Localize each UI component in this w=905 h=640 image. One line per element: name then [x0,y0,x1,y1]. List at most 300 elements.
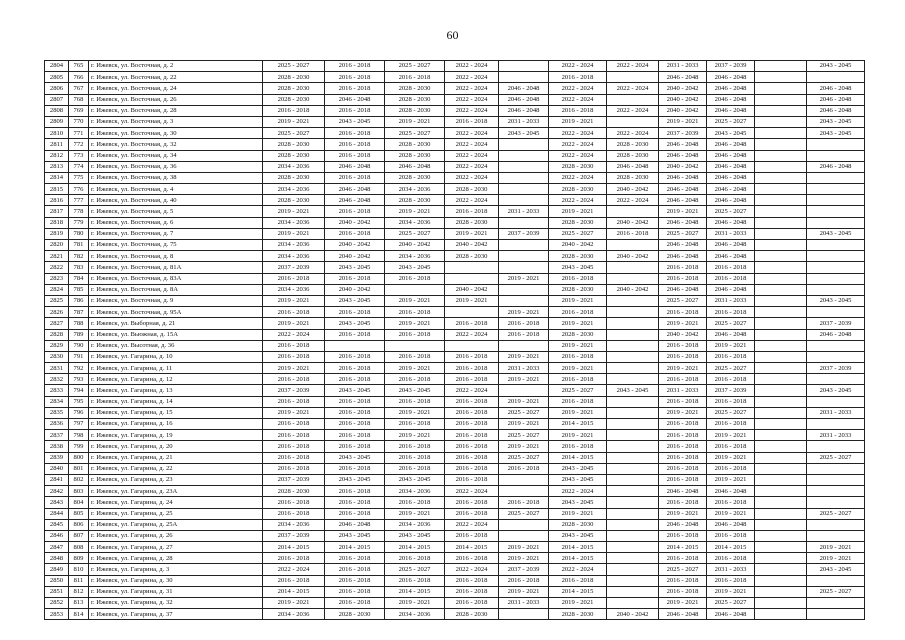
period-cell: 2043 - 2045 [707,128,755,139]
period-cell [755,150,807,161]
period-cell: 2040 - 2042 [385,240,445,251]
period-cell [499,486,549,497]
period-cell [499,139,549,150]
period-cell: 2025 - 2027 [263,128,325,139]
period-cell: 2016 - 2018 [263,351,325,362]
period-cell: 2046 - 2048 [659,195,707,206]
period-cell [755,430,807,441]
item-number-cell: 791 [69,351,89,362]
period-cell: 2043 - 2045 [325,385,385,396]
period-cell: 2037 - 2039 [807,363,865,374]
row-number-cell: 2813 [45,161,69,172]
period-cell [499,161,549,172]
period-cell: 2016 - 2018 [385,419,445,430]
row-number-cell: 2825 [45,295,69,306]
period-cell: 2031 - 2033 [807,407,865,418]
period-cell: 2028 - 2030 [385,94,445,105]
period-cell: 2028 - 2030 [263,150,325,161]
row-number-cell: 2827 [45,318,69,329]
period-cell: 2028 - 2030 [445,184,499,195]
period-cell: 2034 - 2036 [385,519,445,530]
period-cell: 2016 - 2018 [445,497,499,508]
table-row [45,519,865,530]
period-cell: 2016 - 2018 [263,508,325,519]
period-cell: 2016 - 2018 [325,396,385,407]
address-cell: г. Ижевск, ул. Вьюжная, д. 15А [89,329,263,340]
period-cell: 2016 - 2018 [445,419,499,430]
period-cell: 2022 - 2024 [445,172,499,183]
period-cell [445,262,499,273]
period-cell: 2016 - 2018 [325,172,385,183]
period-cell [755,318,807,329]
period-cell: 2028 - 2030 [385,172,445,183]
period-cell: 2016 - 2018 [445,363,499,374]
period-cell: 2034 - 2036 [385,217,445,228]
period-cell [607,564,659,575]
period-cell: 2034 - 2036 [263,184,325,195]
period-cell: 2043 - 2045 [807,385,865,396]
period-cell: 2043 - 2045 [325,116,385,127]
period-cell: 2014 - 2015 [549,452,607,463]
period-cell: 2025 - 2027 [499,452,549,463]
period-cell: 2019 - 2021 [499,396,549,407]
period-cell: 2016 - 2018 [263,273,325,284]
period-cell [607,497,659,508]
period-cell: 2031 - 2033 [807,430,865,441]
period-cell: 2028 - 2030 [549,251,607,262]
row-number-cell: 2829 [45,340,69,351]
period-cell: 2019 - 2021 [499,586,549,597]
period-cell: 2016 - 2018 [385,273,445,284]
period-cell: 2034 - 2036 [385,609,445,620]
period-cell [385,340,445,351]
table-row [45,94,865,105]
period-cell [755,228,807,239]
period-cell: 2046 - 2048 [807,94,865,105]
table-row [45,486,865,497]
period-cell: 2046 - 2048 [325,184,385,195]
period-cell [807,150,865,161]
period-cell [499,61,549,72]
period-cell: 2016 - 2018 [263,374,325,385]
page-number: 60 [446,28,459,42]
period-cell [807,351,865,362]
row-number-cell: 2823 [45,273,69,284]
period-cell: 2037 - 2039 [263,262,325,273]
row-number-cell: 2828 [45,329,69,340]
period-cell [607,430,659,441]
period-cell: 2016 - 2018 [499,463,549,474]
period-cell: 2016 - 2018 [325,553,385,564]
period-cell: 2025 - 2027 [707,206,755,217]
period-cell: 2040 - 2042 [607,284,659,295]
item-number-cell: 765 [69,61,89,72]
period-cell: 2043 - 2045 [499,128,549,139]
table-row [45,407,865,418]
period-cell: 2016 - 2018 [549,307,607,318]
period-cell: 2019 - 2021 [263,407,325,418]
period-cell: 2022 - 2024 [549,128,607,139]
address-cell: г. Ижевск, ул. Восточная, д. 8А [89,284,263,295]
period-cell [755,363,807,374]
table-row [45,508,865,519]
item-number-cell: 787 [69,307,89,318]
period-cell: 2022 - 2024 [607,61,659,72]
period-cell: 2019 - 2021 [549,295,607,306]
address-cell: г. Ижевск, ул. Гагарина, д. 14 [89,396,263,407]
address-cell: г. Ижевск, ул. Восточная, д. 24 [89,83,263,94]
address-cell: г. Ижевск, ул. Гагарина, д. 11 [89,363,263,374]
period-cell [755,139,807,150]
table-row [45,83,865,94]
period-cell: 2022 - 2024 [549,195,607,206]
period-cell: 2016 - 2018 [549,351,607,362]
period-cell: 2016 - 2018 [549,72,607,83]
period-cell: 2016 - 2018 [325,206,385,217]
address-cell: г. Ижевск, ул. Гагарина, д. 24 [89,497,263,508]
item-number-cell: 782 [69,251,89,262]
period-cell: 2037 - 2039 [499,228,549,239]
period-cell: 2025 - 2027 [659,564,707,575]
period-cell: 2043 - 2045 [325,318,385,329]
period-cell: 2046 - 2048 [707,172,755,183]
row-number-cell: 2836 [45,419,69,430]
item-number-cell: 789 [69,329,89,340]
period-cell [807,262,865,273]
period-cell: 2046 - 2048 [659,72,707,83]
period-cell: 2016 - 2018 [385,452,445,463]
table-row [45,598,865,609]
period-cell: 2025 - 2027 [707,318,755,329]
period-cell: 2016 - 2018 [325,463,385,474]
period-cell: 2019 - 2021 [499,542,549,553]
period-cell: 2046 - 2048 [707,161,755,172]
address-cell: г. Ижевск, ул. Восточная, д. 6 [89,217,263,228]
period-cell: 2016 - 2018 [499,497,549,508]
period-cell [807,486,865,497]
period-cell: 2034 - 2036 [263,240,325,251]
table-row [45,105,865,116]
period-cell: 2028 - 2030 [549,217,607,228]
period-cell [755,463,807,474]
period-cell: 2019 - 2021 [659,598,707,609]
period-cell: 2028 - 2030 [385,105,445,116]
period-cell: 2016 - 2018 [549,575,607,586]
period-cell: 2028 - 2030 [263,139,325,150]
period-cell: 2019 - 2021 [707,474,755,485]
row-number-cell: 2809 [45,116,69,127]
period-cell [807,396,865,407]
period-cell: 2016 - 2018 [445,452,499,463]
period-cell [607,586,659,597]
period-cell: 2028 - 2030 [385,83,445,94]
period-cell: 2022 - 2024 [607,83,659,94]
period-cell [807,273,865,284]
period-cell [607,542,659,553]
address-cell: г. Ижевск, ул. Восточная, д. 3 [89,116,263,127]
period-cell [607,396,659,407]
period-cell [755,553,807,564]
period-cell: 2016 - 2018 [325,273,385,284]
period-cell: 2016 - 2018 [263,307,325,318]
period-cell: 2019 - 2021 [499,374,549,385]
item-number-cell: 814 [69,609,89,620]
period-cell [755,609,807,620]
period-cell: 2016 - 2018 [659,419,707,430]
period-cell [607,116,659,127]
period-cell: 2016 - 2018 [445,441,499,452]
period-cell: 2016 - 2018 [445,206,499,217]
period-cell: 2034 - 2036 [385,184,445,195]
period-cell: 2016 - 2018 [325,586,385,597]
period-cell [607,262,659,273]
table-row [45,374,865,385]
period-cell: 2031 - 2033 [707,295,755,306]
period-cell: 2040 - 2042 [659,105,707,116]
period-cell [499,217,549,228]
table-row [45,351,865,362]
period-cell [499,251,549,262]
period-cell [755,452,807,463]
period-cell: 2028 - 2030 [549,609,607,620]
period-cell: 2043 - 2045 [549,262,607,273]
period-cell: 2019 - 2021 [549,430,607,441]
period-cell: 2043 - 2045 [385,385,445,396]
table-row [45,396,865,407]
row-number-cell: 2831 [45,363,69,374]
row-number-cell: 2847 [45,542,69,553]
period-cell: 2016 - 2018 [325,307,385,318]
item-number-cell: 773 [69,150,89,161]
row-number-cell: 2844 [45,508,69,519]
period-cell [607,240,659,251]
period-cell: 2022 - 2024 [445,329,499,340]
period-cell: 2016 - 2018 [385,351,445,362]
period-cell [755,474,807,485]
row-number-cell: 2838 [45,441,69,452]
period-cell: 2046 - 2048 [659,150,707,161]
period-cell [499,519,549,530]
address-cell: г. Ижевск, ул. Гагарина, д. 15 [89,407,263,418]
period-cell: 2016 - 2018 [659,452,707,463]
address-cell: г. Ижевск, ул. Гагарина, д. 3 [89,564,263,575]
address-cell: г. Ижевск, ул. Восточная, д. 36 [89,161,263,172]
period-cell [755,284,807,295]
period-cell: 2022 - 2024 [549,486,607,497]
row-number-cell: 2845 [45,519,69,530]
period-cell [755,385,807,396]
period-cell: 2043 - 2045 [549,474,607,485]
address-cell: г. Ижевск, ул. Гагарина, д. 19 [89,430,263,441]
period-cell: 2016 - 2018 [445,396,499,407]
period-cell [807,240,865,251]
period-cell: 2019 - 2021 [707,586,755,597]
table-row [45,184,865,195]
period-cell [755,497,807,508]
period-cell: 2040 - 2042 [607,184,659,195]
period-cell: 2019 - 2021 [499,419,549,430]
period-cell: 2025 - 2027 [385,128,445,139]
period-cell: 2025 - 2027 [549,385,607,396]
period-cell: 2034 - 2036 [263,609,325,620]
period-cell [499,72,549,83]
period-cell: 2040 - 2042 [659,329,707,340]
period-cell: 2019 - 2021 [385,116,445,127]
period-cell [807,340,865,351]
period-cell: 2034 - 2036 [385,251,445,262]
item-number-cell: 798 [69,430,89,441]
period-cell [445,307,499,318]
period-cell: 2019 - 2021 [499,553,549,564]
item-number-cell: 770 [69,116,89,127]
address-cell: г. Ижевск, ул. Гагарина, д. 22 [89,463,263,474]
period-cell: 2043 - 2045 [325,474,385,485]
table-row [45,307,865,318]
table-row [45,72,865,83]
period-cell: 2016 - 2018 [385,374,445,385]
table-row [45,61,865,72]
period-cell: 2019 - 2021 [659,206,707,217]
period-cell: 2043 - 2045 [385,530,445,541]
period-cell: 2016 - 2018 [325,407,385,418]
address-cell: г. Ижевск, ул. Гагарина, д. 12 [89,374,263,385]
row-number-cell: 2849 [45,564,69,575]
period-cell: 2016 - 2018 [499,329,549,340]
period-cell: 2046 - 2048 [385,161,445,172]
period-cell: 2046 - 2048 [325,519,385,530]
period-cell [755,508,807,519]
address-cell: г. Ижевск, ул. Гагарина, д. 13 [89,385,263,396]
period-cell [755,217,807,228]
address-cell: г. Ижевск, ул. Выборная, д. 21 [89,318,263,329]
period-cell: 2031 - 2033 [659,61,707,72]
period-cell: 2043 - 2045 [549,530,607,541]
period-cell [385,284,445,295]
address-cell: г. Ижевск, ул. Восточная, д. 8 [89,251,263,262]
item-number-cell: 767 [69,83,89,94]
period-cell: 2014 - 2015 [385,542,445,553]
period-cell [499,474,549,485]
period-cell: 2046 - 2048 [659,240,707,251]
period-cell: 2046 - 2048 [707,195,755,206]
period-cell: 2046 - 2048 [499,83,549,94]
period-cell: 2016 - 2018 [445,463,499,474]
period-cell: 2046 - 2048 [707,284,755,295]
period-cell: 2022 - 2024 [445,161,499,172]
period-cell: 2022 - 2024 [549,83,607,94]
period-cell: 2034 - 2036 [263,217,325,228]
period-cell: 2046 - 2048 [807,161,865,172]
period-cell [499,340,549,351]
period-cell: 2025 - 2027 [707,116,755,127]
period-cell [807,441,865,452]
period-cell: 2040 - 2042 [549,240,607,251]
item-number-cell: 810 [69,564,89,575]
row-number-cell: 2805 [45,72,69,83]
period-cell: 2022 - 2024 [445,128,499,139]
period-cell: 2016 - 2018 [707,262,755,273]
row-number-cell: 2841 [45,474,69,485]
period-cell: 2046 - 2048 [707,329,755,340]
period-cell: 2022 - 2024 [445,486,499,497]
row-number-cell: 2830 [45,351,69,362]
period-cell [807,307,865,318]
period-cell: 2016 - 2018 [263,441,325,452]
period-cell: 2022 - 2024 [263,329,325,340]
period-cell: 2016 - 2018 [549,374,607,385]
period-cell: 2040 - 2042 [659,161,707,172]
period-cell: 2043 - 2045 [807,564,865,575]
period-cell: 2034 - 2036 [385,486,445,497]
period-cell: 2016 - 2018 [549,273,607,284]
period-cell: 2028 - 2030 [445,251,499,262]
period-cell: 2037 - 2039 [263,530,325,541]
table-row [45,195,865,206]
item-number-cell: 800 [69,452,89,463]
period-cell [499,295,549,306]
item-number-cell: 794 [69,385,89,396]
period-cell: 2022 - 2024 [549,139,607,150]
period-cell: 2025 - 2027 [659,295,707,306]
period-cell [755,240,807,251]
period-cell: 2019 - 2021 [263,318,325,329]
period-cell: 2046 - 2048 [659,139,707,150]
period-cell: 2016 - 2018 [445,430,499,441]
table-row [45,419,865,430]
period-cell: 2046 - 2048 [707,240,755,251]
period-cell [755,340,807,351]
row-number-cell: 2837 [45,430,69,441]
period-cell: 2016 - 2018 [325,430,385,441]
period-cell [445,273,499,284]
period-cell: 2016 - 2018 [707,396,755,407]
period-cell [607,452,659,463]
period-cell [807,474,865,485]
period-cell: 2046 - 2048 [707,150,755,161]
item-number-cell: 812 [69,586,89,597]
period-cell [807,184,865,195]
row-number-cell: 2839 [45,452,69,463]
item-number-cell: 790 [69,340,89,351]
period-cell: 2046 - 2048 [807,329,865,340]
period-cell [607,94,659,105]
period-cell: 2019 - 2021 [549,598,607,609]
period-cell [755,161,807,172]
period-cell: 2046 - 2048 [325,195,385,206]
table-row [45,553,865,564]
row-number-cell: 2824 [45,284,69,295]
period-cell: 2019 - 2021 [549,116,607,127]
period-cell: 2022 - 2024 [607,105,659,116]
period-cell: 2028 - 2030 [549,161,607,172]
period-cell: 2014 - 2015 [659,542,707,553]
period-cell [755,116,807,127]
period-cell: 2025 - 2027 [499,508,549,519]
row-number-cell: 2810 [45,128,69,139]
period-cell: 2022 - 2024 [263,564,325,575]
period-cell: 2019 - 2021 [549,318,607,329]
period-cell: 2028 - 2030 [263,94,325,105]
period-cell: 2025 - 2027 [707,598,755,609]
table-row [45,340,865,351]
period-cell: 2046 - 2048 [707,94,755,105]
period-cell: 2046 - 2048 [499,105,549,116]
period-cell [607,72,659,83]
period-cell [607,598,659,609]
period-cell: 2016 - 2018 [707,273,755,284]
item-number-cell: 813 [69,598,89,609]
period-cell: 2040 - 2042 [325,251,385,262]
